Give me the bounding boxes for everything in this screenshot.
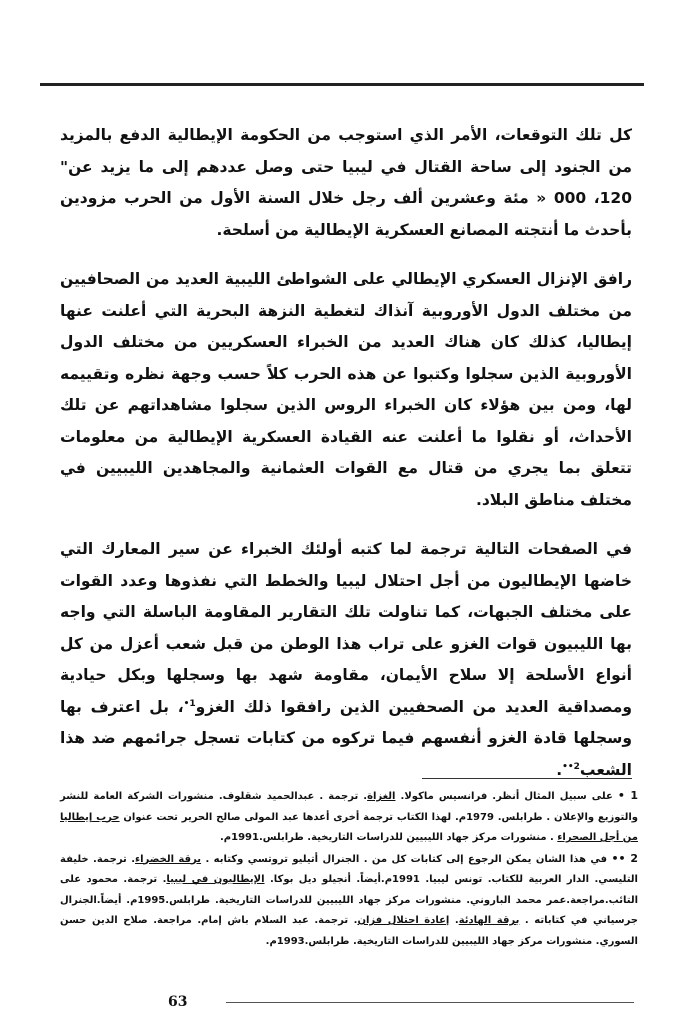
footnote-book-title: برقة الهادئة bbox=[458, 915, 520, 926]
footnote-book-title: برقة الخضراء bbox=[135, 853, 202, 865]
footnote-book-title: الإيطاليون في ليبيا bbox=[166, 874, 265, 885]
footnote-2 bbox=[60, 849, 638, 953]
page-number: 63 bbox=[168, 994, 188, 1010]
main-text bbox=[60, 120, 632, 786]
footnote-1 bbox=[60, 786, 638, 849]
paragraph-3 bbox=[60, 534, 632, 786]
footnote-text: . ترجمة. محمود على التائب.مراجعة.عمر محمد الباروني. منشورات مركز جهاد الليبيين للدراسات التاريخية. طرابلس.1995م. أيضاً.الجنرال جرسياني في كتاباته . bbox=[60, 874, 639, 926]
footnote-ref-2: 2•• bbox=[562, 761, 580, 772]
footnotes bbox=[60, 786, 638, 952]
footnote-text: . ترجمة. خليفة التليسي. الدار العربية للكتاب. تونس ليبيا. 1991م.أيضاً. أنجيلو ديل بوكا. bbox=[60, 853, 638, 885]
paragraph-3-text: في الصفحات التالية ترجمة لما كتبه أولئك الخبراء عن سير المعارك التي خاضها الإيطاليون من أجل احتلال ليبيا والخطط التي نفذوها وعدد القوات على مختلف الجبهات، كما تناولت تلك التقارير المقاومة الباسلة التي واجه بها الليبيون قوات الغزو على تراب هذا الوطن من قبل شعب أعزل من كل أنواع الأسلحة إلا سلاح الأيمان، مقاومة شهد بها وسجلها وبكل حيادية ومصداقية العديد من الصحفيين الذين رافقوا ذلك الغزو bbox=[60, 540, 633, 716]
footnote-text: . منشورات مركز جهاد الليبيين للدراسات التاريخية. طرابلس.1991م. bbox=[220, 832, 558, 843]
footnote-number: 1 • bbox=[617, 789, 638, 802]
paragraph-3-text-2: ، بل اعترف بها وسجلها قادة الغزو أنفسهم فيما تركوه من كتابات تسجل جرائمهم ضد هذا الشعب bbox=[60, 697, 632, 779]
paragraph-3-end: . bbox=[556, 760, 563, 779]
footnote-book-title: إعادة احتلال فزان bbox=[357, 915, 450, 926]
footnote-book-title: الغزاة bbox=[367, 791, 396, 802]
footnote-text: على سبيل المثال أنظر. فرانسيس ماكولا. bbox=[395, 791, 618, 802]
footnote-book-title: حرب إيطاليا من أجل الصحراء bbox=[60, 811, 638, 843]
footnote-separator bbox=[422, 778, 632, 779]
paragraph-2: رافق الإنزال العسكري الإيطالي على الشواطئ الليبية العديد من الصحافيين من مختلف الدول الأوروبية آنذاك لتغطية النزهة البحرية التي أعلنت عنها إيطاليا، كذلك كان هناك العديد من الخبراء العسكريين من مختلف الدول الأوروبية الذين سجلوا وكتبوا عن هذه الحرب كلاً حسب وجهة نظره وتقييمه لها، ومن بين هؤلاء كان الخبراء الروس الذين سجلوا مشاهداتهم عن تلك الأحداث، أو نقلوا ما أعلنت عنه القيادة العسكرية الإيطالية من معلومات تتعلق بما يجري من قتال مع القوات العثمانية والمجاهدين الليبيين في مختلف مناطق البلاد. bbox=[60, 270, 632, 509]
footnote-text: . ترجمة . عبدالحميد شقلوف. منشورات الشركة العامة للنشر والتوزيع والإعلان . طرابلس. 1979م. لهذا الكتاب ترجمة أخرى أعدها عبد المولى صالح الحرير تحت عنوان bbox=[60, 791, 639, 823]
footnote-text: . ترجمة. عبد السلام باش إمام. مراجعة. صلاح الدين حسن السوري. منشورات مركز جهاد الليبيين للدراسات التاريخية. طرابلس.1993م. bbox=[60, 915, 638, 947]
footnote-number: 2 •• bbox=[611, 851, 638, 865]
footnote-text: في هذا الشان يمكن الرجوع إلى كتابات كل من . الجنرال أتيليو تروتسي وكتابه . bbox=[201, 853, 612, 865]
footnote-ref-1: 1• bbox=[183, 698, 196, 709]
footnote-text: . bbox=[449, 915, 459, 926]
footer-rule bbox=[226, 1002, 634, 1003]
paragraph-1: كل تلك التوقعات، الأمر الذي استوجب من الحكومة الإيطالية الدفع بالمزيد من الجنود إلى ساحة القتال في ليبيا حتى وصل عددهم إلى ما يزيد عن" 120، 000 « مئة وعشرين ألف رجل خلال السنة الأول من الحرب مزودين بأحدث ما أنتجته المصانع العسكرية الإيطالية من أسلحة. bbox=[60, 126, 632, 239]
header-rule bbox=[40, 83, 644, 86]
